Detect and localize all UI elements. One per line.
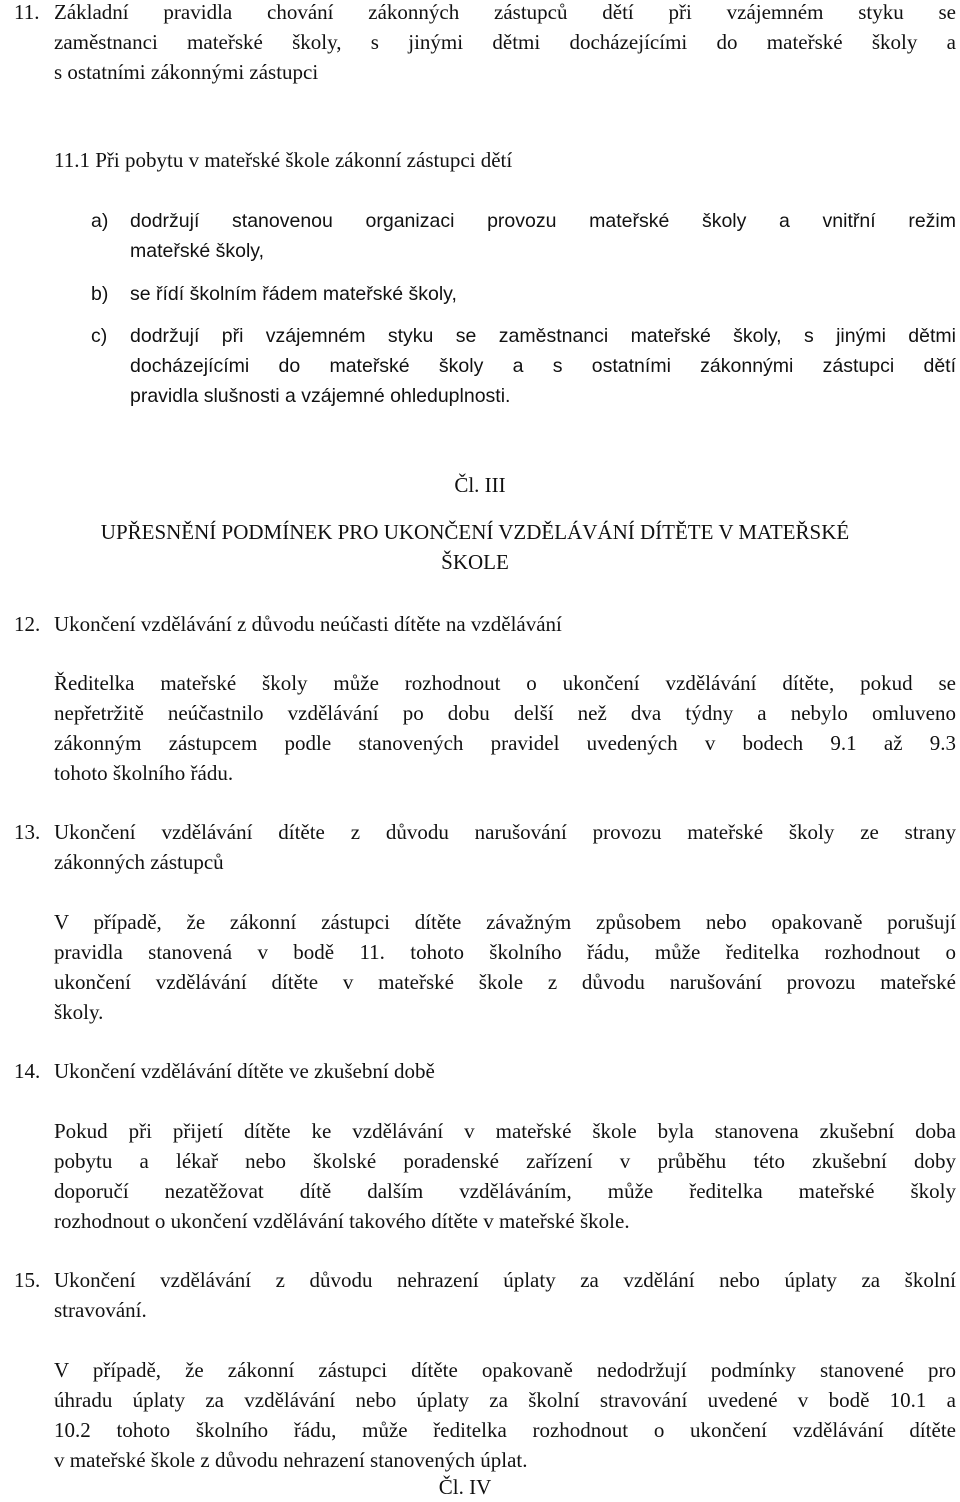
item-c-text: dodržují při vzájemném styku se zaměstnanci mateřské školy, s jinými dětmi docházejícími do mateřské školy a s ostatními zákonnými zástupci dětí pravidla slušnosti a vzájemné ohleduplnosti. [130, 325, 956, 407]
section-11-number: 11. [14, 0, 40, 24]
section-12-body: Ředitelka mateřské školy může rozhodnout o ukončení vzdělávání dítěte, pokud se nepřetržitě neúčastnilo vzdělávání po dobu delší než dva týdny a nebylo omluveno zákonným zástupcem podle stanovených pravidel uvedených v bodech 9.1 až 9.3 tohoto školního řádu. [54, 671, 956, 785]
article-3-title: UPŘESNĚNÍ PODMÍNEK PRO UKONČENÍ VZDĚLÁVÁNÍ DÍTĚTE V MATEŘSKÉ ŠKOLE [100, 520, 850, 574]
section-15-title: Ukončení vzdělávání z důvodu nehrazení úplaty za vzdělání nebo úplaty za školní stravování. [54, 1268, 956, 1322]
subsection-11-1 [54, 145, 512, 175]
item-b-text: se řídí školním řádem mateřské školy, [130, 283, 457, 305]
item-a-text: dodržují stanovenou organizaci provozu mateřské školy a vnitřní režim mateřské školy, [130, 210, 956, 262]
section-13-number: 13. [14, 820, 41, 844]
section-14-body: Pokud při přijetí dítěte ke vzdělávání v mateřské škole byla stanovena zkušební doba pobytu a lékař nebo školské poradenské zařízení v průběhu této zkušební doby doporučí nezatěžovat dítě dalším vzděláváním, může ředitelka mateřské školy rozhodnout o ukončení vzdělávání takového dítěte v mateřské škole. [54, 1119, 956, 1233]
section-14-number: 14. [14, 1059, 41, 1083]
section-13-body: V případě, že zákonní zástupci dítěte závažným způsobem nebo opakovaně porušují pravidla stanovená v bodě 11. tohoto školního řádu, může ředitelka rozhodnout o ukončení vzdělávání dítěte v mateřské škole z důvodu narušování provozu mateřské školy. [54, 910, 956, 1024]
subsection-number: 11.1 [54, 148, 90, 172]
item-c-label: c) [91, 325, 108, 347]
article-4-heading: Čl. IV [438, 1475, 492, 1499]
section-11-title: Základní pravidla chování zákonných zástupců dětí při vzájemném styku se zaměstnanci mateřské školy, s jinými dětmi docházejícími do mateřské školy a s ostatními zákonnými zástupci [54, 0, 956, 84]
section-12-title: Ukončení vzdělávání z důvodu neúčasti dítěte na vzdělávání [54, 612, 562, 636]
item-b-label: b) [91, 283, 109, 305]
section-13-title: Ukončení vzdělávání dítěte z důvodu narušování provozu mateřské školy ze strany zákonných zástupců [54, 820, 956, 874]
subsection-text: Při pobytu v mateřské škole zákonní zástupci dětí [95, 148, 513, 172]
section-14-title: Ukončení vzdělávání dítěte ve zkušební době [54, 1059, 435, 1083]
section-15-body: V případě, že zákonní zástupci dítěte opakovaně nedodržují podmínky stanovené pro úhradu úplaty za vzdělávání nebo úplaty za školní stravování uvedené v bodě 10.1 a 10.2 tohoto školního řádu, může ředitelka rozhodnout o ukončení vzdělávání dítěte v mateřské škole z důvodu nehrazení stanovených úplat. [54, 1358, 956, 1472]
item-a-label: a) [91, 210, 109, 232]
section-15-number: 15. [14, 1268, 41, 1292]
article-3-heading: Čl. III [454, 473, 506, 497]
section-12-number: 12. [14, 612, 41, 636]
